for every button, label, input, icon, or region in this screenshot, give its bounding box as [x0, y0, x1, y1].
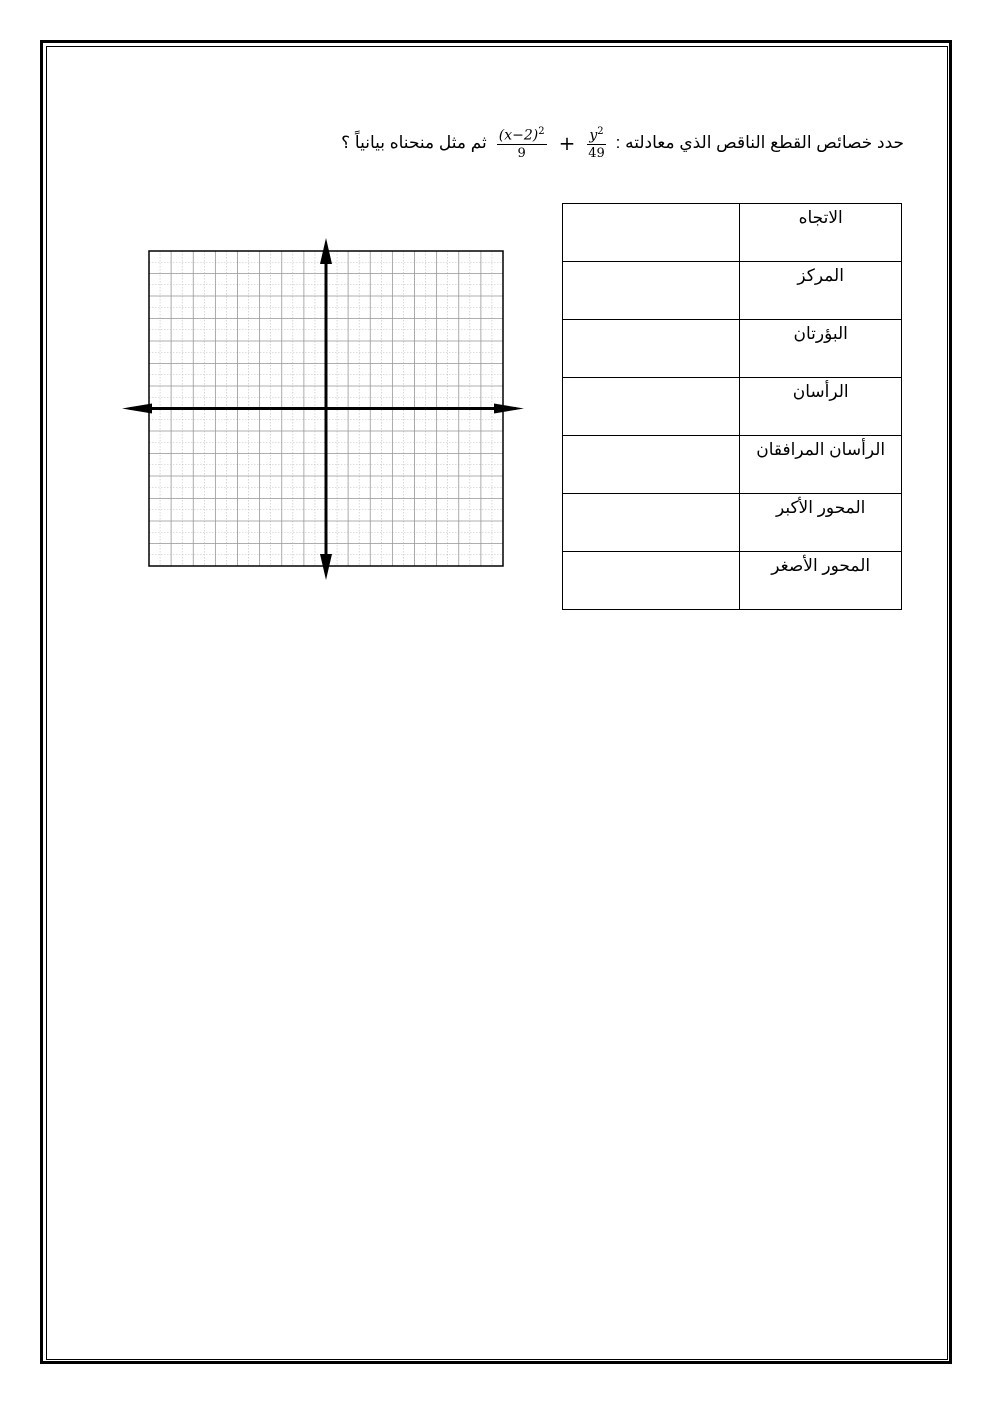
- fraction-y-term: [587, 123, 605, 164]
- property-row: [563, 494, 902, 552]
- fraction-x-term: [497, 123, 547, 164]
- property-label: المركز: [740, 262, 902, 320]
- ellipse-equation: [493, 118, 610, 168]
- question-text-after: ثم مثل منحناه بيانياً ؟: [341, 133, 487, 152]
- property-label: الرأسان: [740, 378, 902, 436]
- x-axis-left-arrow: [122, 404, 152, 414]
- property-answer-cell[interactable]: [563, 436, 740, 494]
- property-label: المحور الأصغر: [740, 552, 902, 610]
- property-label: المحور الأكبر: [740, 494, 902, 552]
- x-term-numerator: (x−2): [498, 127, 539, 144]
- property-row: [563, 552, 902, 610]
- y-term-denominator: 49: [588, 146, 605, 162]
- property-answer-cell[interactable]: [563, 204, 740, 262]
- property-label: الرأسان المرافقان: [740, 436, 902, 494]
- property-row: [563, 378, 902, 436]
- property-row: [563, 262, 902, 320]
- property-row: [563, 204, 902, 262]
- coordinate-grid: [118, 236, 528, 582]
- property-row: [563, 320, 902, 378]
- question-text-before: حدد خصائص القطع الناقص الذي معادلته :: [615, 133, 904, 152]
- x-term-exponent: 2: [538, 125, 545, 137]
- y-term-exponent: 2: [597, 125, 604, 137]
- plus-sign: +: [558, 131, 576, 155]
- y-term-numerator: y: [589, 127, 598, 144]
- properties-table: [562, 203, 902, 610]
- property-answer-cell[interactable]: [563, 262, 740, 320]
- property-answer-cell[interactable]: [563, 320, 740, 378]
- x-axis-right-arrow: [494, 404, 524, 414]
- x-term-denominator: 9: [517, 146, 526, 162]
- property-answer-cell[interactable]: [563, 552, 740, 610]
- property-answer-cell[interactable]: [563, 494, 740, 552]
- property-label: الاتجاه: [740, 204, 902, 262]
- property-label: البؤرتان: [740, 320, 902, 378]
- property-answer-cell[interactable]: [563, 378, 740, 436]
- y-axis-down-arrow: [320, 554, 332, 580]
- property-row: [563, 436, 902, 494]
- question-line: [341, 118, 904, 168]
- coordinate-grid-svg: [118, 236, 528, 582]
